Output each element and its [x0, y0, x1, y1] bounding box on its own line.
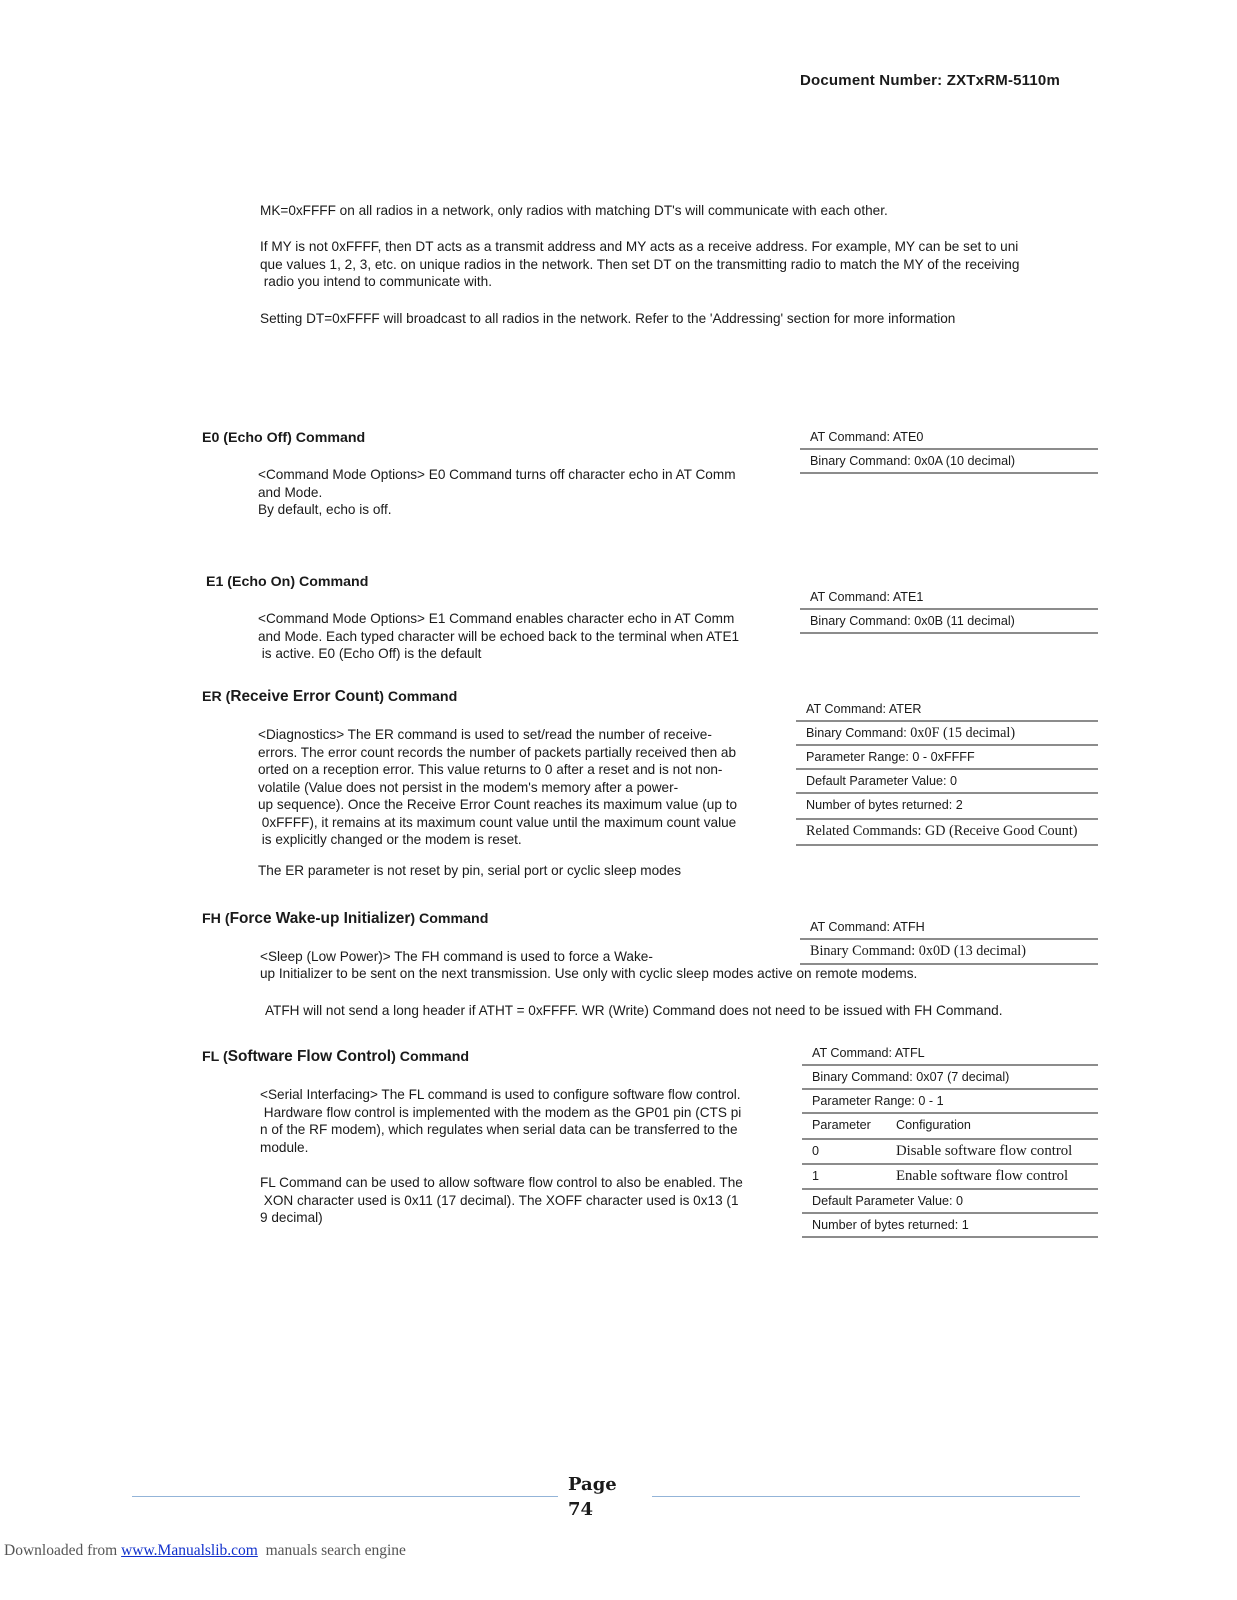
er-desc-line: <Diagnostics> The ER command is used to set/read the number of receive- — [258, 727, 712, 742]
download-prefix: Downloaded from — [4, 1542, 122, 1559]
footer-rule-right — [652, 1496, 1080, 1497]
parameter-value: 1 — [812, 1169, 820, 1183]
intro-line: que values 1, 2, 3, etc. on unique radios in the network. Then set DT on the transmitting radio to match the MY of the receiving — [260, 256, 1020, 272]
parameter-table-header — [802, 1114, 1098, 1140]
manualslib-link[interactable]: www.Manualslib.com — [121, 1542, 258, 1559]
intro-paragraph-3: Setting DT=0xFFFF will broadcast to all radios in the network. Refer to the 'Addressing' section for more information — [260, 311, 956, 326]
parameter-range-row: Parameter Range: 0 - 1 — [802, 1090, 1098, 1114]
e0-heading: E0 (Echo Off) Command — [202, 430, 366, 446]
er-heading-prefix: ER ( — [202, 689, 231, 705]
binary-command-row: Binary Command: 0x07 (7 decimal) — [802, 1066, 1098, 1090]
er-description — [258, 726, 786, 849]
er-desc-line: is explicitly changed or the modem is reset. — [258, 832, 522, 847]
er-command-box — [796, 698, 1098, 846]
e1-desc-line: <Command Mode Options> E1 Command enables character echo in AT Comm — [258, 611, 735, 626]
fl-description — [260, 1086, 788, 1156]
at-command-row: AT Command: ATFL — [802, 1042, 1098, 1066]
parameter-table-row — [802, 1140, 1098, 1165]
e1-command-box — [800, 586, 1098, 634]
fl-heading-prefix: FL ( — [202, 1049, 228, 1065]
er-desc-line: orted on a reception error. This value returns to 0 after a reset and is not non- — [258, 762, 723, 777]
fh-heading-prefix: FH ( — [202, 911, 230, 927]
er-desc-line: up sequence). Once the Receive Error Count reaches its maximum value (up to — [258, 797, 738, 812]
binary-command-value: 0x0F (15 decimal) — [910, 725, 1016, 741]
footer-rule-left — [132, 1496, 558, 1497]
fl-heading — [202, 1048, 469, 1066]
e1-heading: E1 (Echo On) Command — [206, 574, 369, 590]
fl-desc-line: module. — [260, 1139, 309, 1155]
binary-command-row — [796, 722, 1098, 746]
configuration-value: Enable software flow control — [896, 1168, 1069, 1184]
fl-heading-main: Software Flow Control — [227, 1048, 392, 1065]
er-desc-line: 0xFFFF), it remains at its maximum count value until the maximum count value — [258, 814, 737, 830]
at-command-row: AT Command: ATE0 — [800, 426, 1098, 450]
e1-desc-line: is active. E0 (Echo Off) is the default — [258, 646, 482, 661]
er-desc-line: errors. The error count records the number of packets partially received then ab — [258, 744, 737, 760]
e1-description — [258, 610, 786, 663]
default-value-row: Default Parameter Value: 0 — [796, 770, 1098, 794]
er-heading-main: Receive Error Count — [230, 688, 380, 705]
fh-heading-main: Force Wake-up Initializer — [229, 910, 411, 927]
er-heading — [202, 688, 457, 706]
download-suffix: manuals search engine — [257, 1542, 406, 1559]
e1-desc-line: and Mode. Each typed character will be echoed back to the terminal when ATE1 — [258, 628, 740, 644]
fh-heading-suffix: ) Command — [410, 911, 489, 927]
fl-desc2-line: 9 decimal) — [260, 1210, 323, 1225]
parameter-column-header: Parameter — [812, 1118, 871, 1132]
er-desc-line: volatile (Value does not persist in the modem's memory after a power- — [258, 779, 679, 795]
bytes-returned-row: Number of bytes returned: 2 — [796, 794, 1098, 820]
related-commands-row: Related Commands: GD (Receive Good Count) — [796, 820, 1098, 846]
binary-command-row: Binary Command: 0x0A (10 decimal) — [800, 450, 1098, 474]
fl-desc2-line: XON character used is 0x11 (17 decimal). The XOFF character used is 0x13 (1 — [260, 1192, 739, 1208]
at-command-row: AT Command: ATFH — [800, 916, 1098, 940]
parameter-table-row — [802, 1165, 1098, 1190]
document-number: Document Number: ZXTxRM-5110m — [800, 72, 1061, 89]
configuration-value: Disable software flow control — [896, 1143, 1073, 1159]
intro-paragraph-2 — [260, 238, 1100, 291]
fh-description-line-2: up Initializer to be sent on the next transmission. Use only with cyclic sleep modes active on remote modems. — [260, 966, 918, 981]
binary-command-row: Binary Command: 0x0B (11 decimal) — [800, 610, 1098, 634]
page-number — [568, 1472, 648, 1522]
e0-description — [258, 466, 786, 519]
e0-desc-line: and Mode. — [258, 484, 323, 500]
fl-desc-line: n of the RF modem), which regulates when serial data can be transferred to the — [260, 1122, 738, 1137]
intro-paragraph-1: MK=0xFFFF on all radios in a network, only radios with matching DT's will communicate with each other. — [260, 203, 888, 218]
at-command-row: AT Command: ATE1 — [800, 586, 1098, 610]
download-footer — [4, 1542, 406, 1560]
fh-description-line-1: <Sleep (Low Power)> The FH command is used to force a Wake- — [260, 949, 653, 964]
intro-line: If MY is not 0xFFFF, then DT acts as a transmit address and MY acts as a receive address. For example, MY can be set to uni — [260, 239, 1019, 254]
binary-command-row: Binary Command: 0x0D (13 decimal) — [800, 940, 1098, 965]
e0-desc-line: <Command Mode Options> E0 Command turns off character echo in AT Comm — [258, 467, 736, 482]
default-value-row: Default Parameter Value: 0 — [802, 1190, 1098, 1214]
page-number-value: 74 — [568, 1499, 594, 1520]
intro-line: radio you intend to communicate with. — [260, 274, 492, 289]
parameter-range-row: Parameter Range: 0 - 0xFFFF — [796, 746, 1098, 770]
fl-heading-suffix: ) Command — [391, 1049, 470, 1065]
fl-description-2 — [260, 1174, 788, 1227]
configuration-column-header: Configuration — [896, 1118, 971, 1132]
at-command-row: AT Command: ATER — [796, 698, 1098, 722]
binary-command-label: Binary Command: — [806, 726, 911, 740]
e0-command-box — [800, 426, 1098, 474]
fh-note: ATFH will not send a long header if ATHT = 0xFFFF. WR (Write) Command does not need to be issued with FH Command. — [265, 1003, 1003, 1018]
e0-desc-line: By default, echo is off. — [258, 502, 392, 517]
bytes-returned-row: Number of bytes returned: 1 — [802, 1214, 1098, 1238]
fl-command-box — [802, 1042, 1098, 1238]
fl-desc-line: <Serial Interfacing> The FL command is used to configure software flow control. — [260, 1087, 741, 1102]
page-word: Page — [568, 1474, 617, 1495]
fl-desc-line: Hardware flow control is implemented with the modem as the GP01 pin (CTS pi — [260, 1104, 742, 1120]
fh-command-box — [800, 916, 1098, 965]
fl-desc2-line: FL Command can be used to allow software flow control to also be enabled. The — [260, 1175, 743, 1190]
er-heading-suffix: ) Command — [379, 689, 458, 705]
fh-heading — [202, 910, 488, 928]
parameter-value: 0 — [812, 1144, 820, 1158]
er-note: The ER parameter is not reset by pin, serial port or cyclic sleep modes — [258, 863, 682, 878]
